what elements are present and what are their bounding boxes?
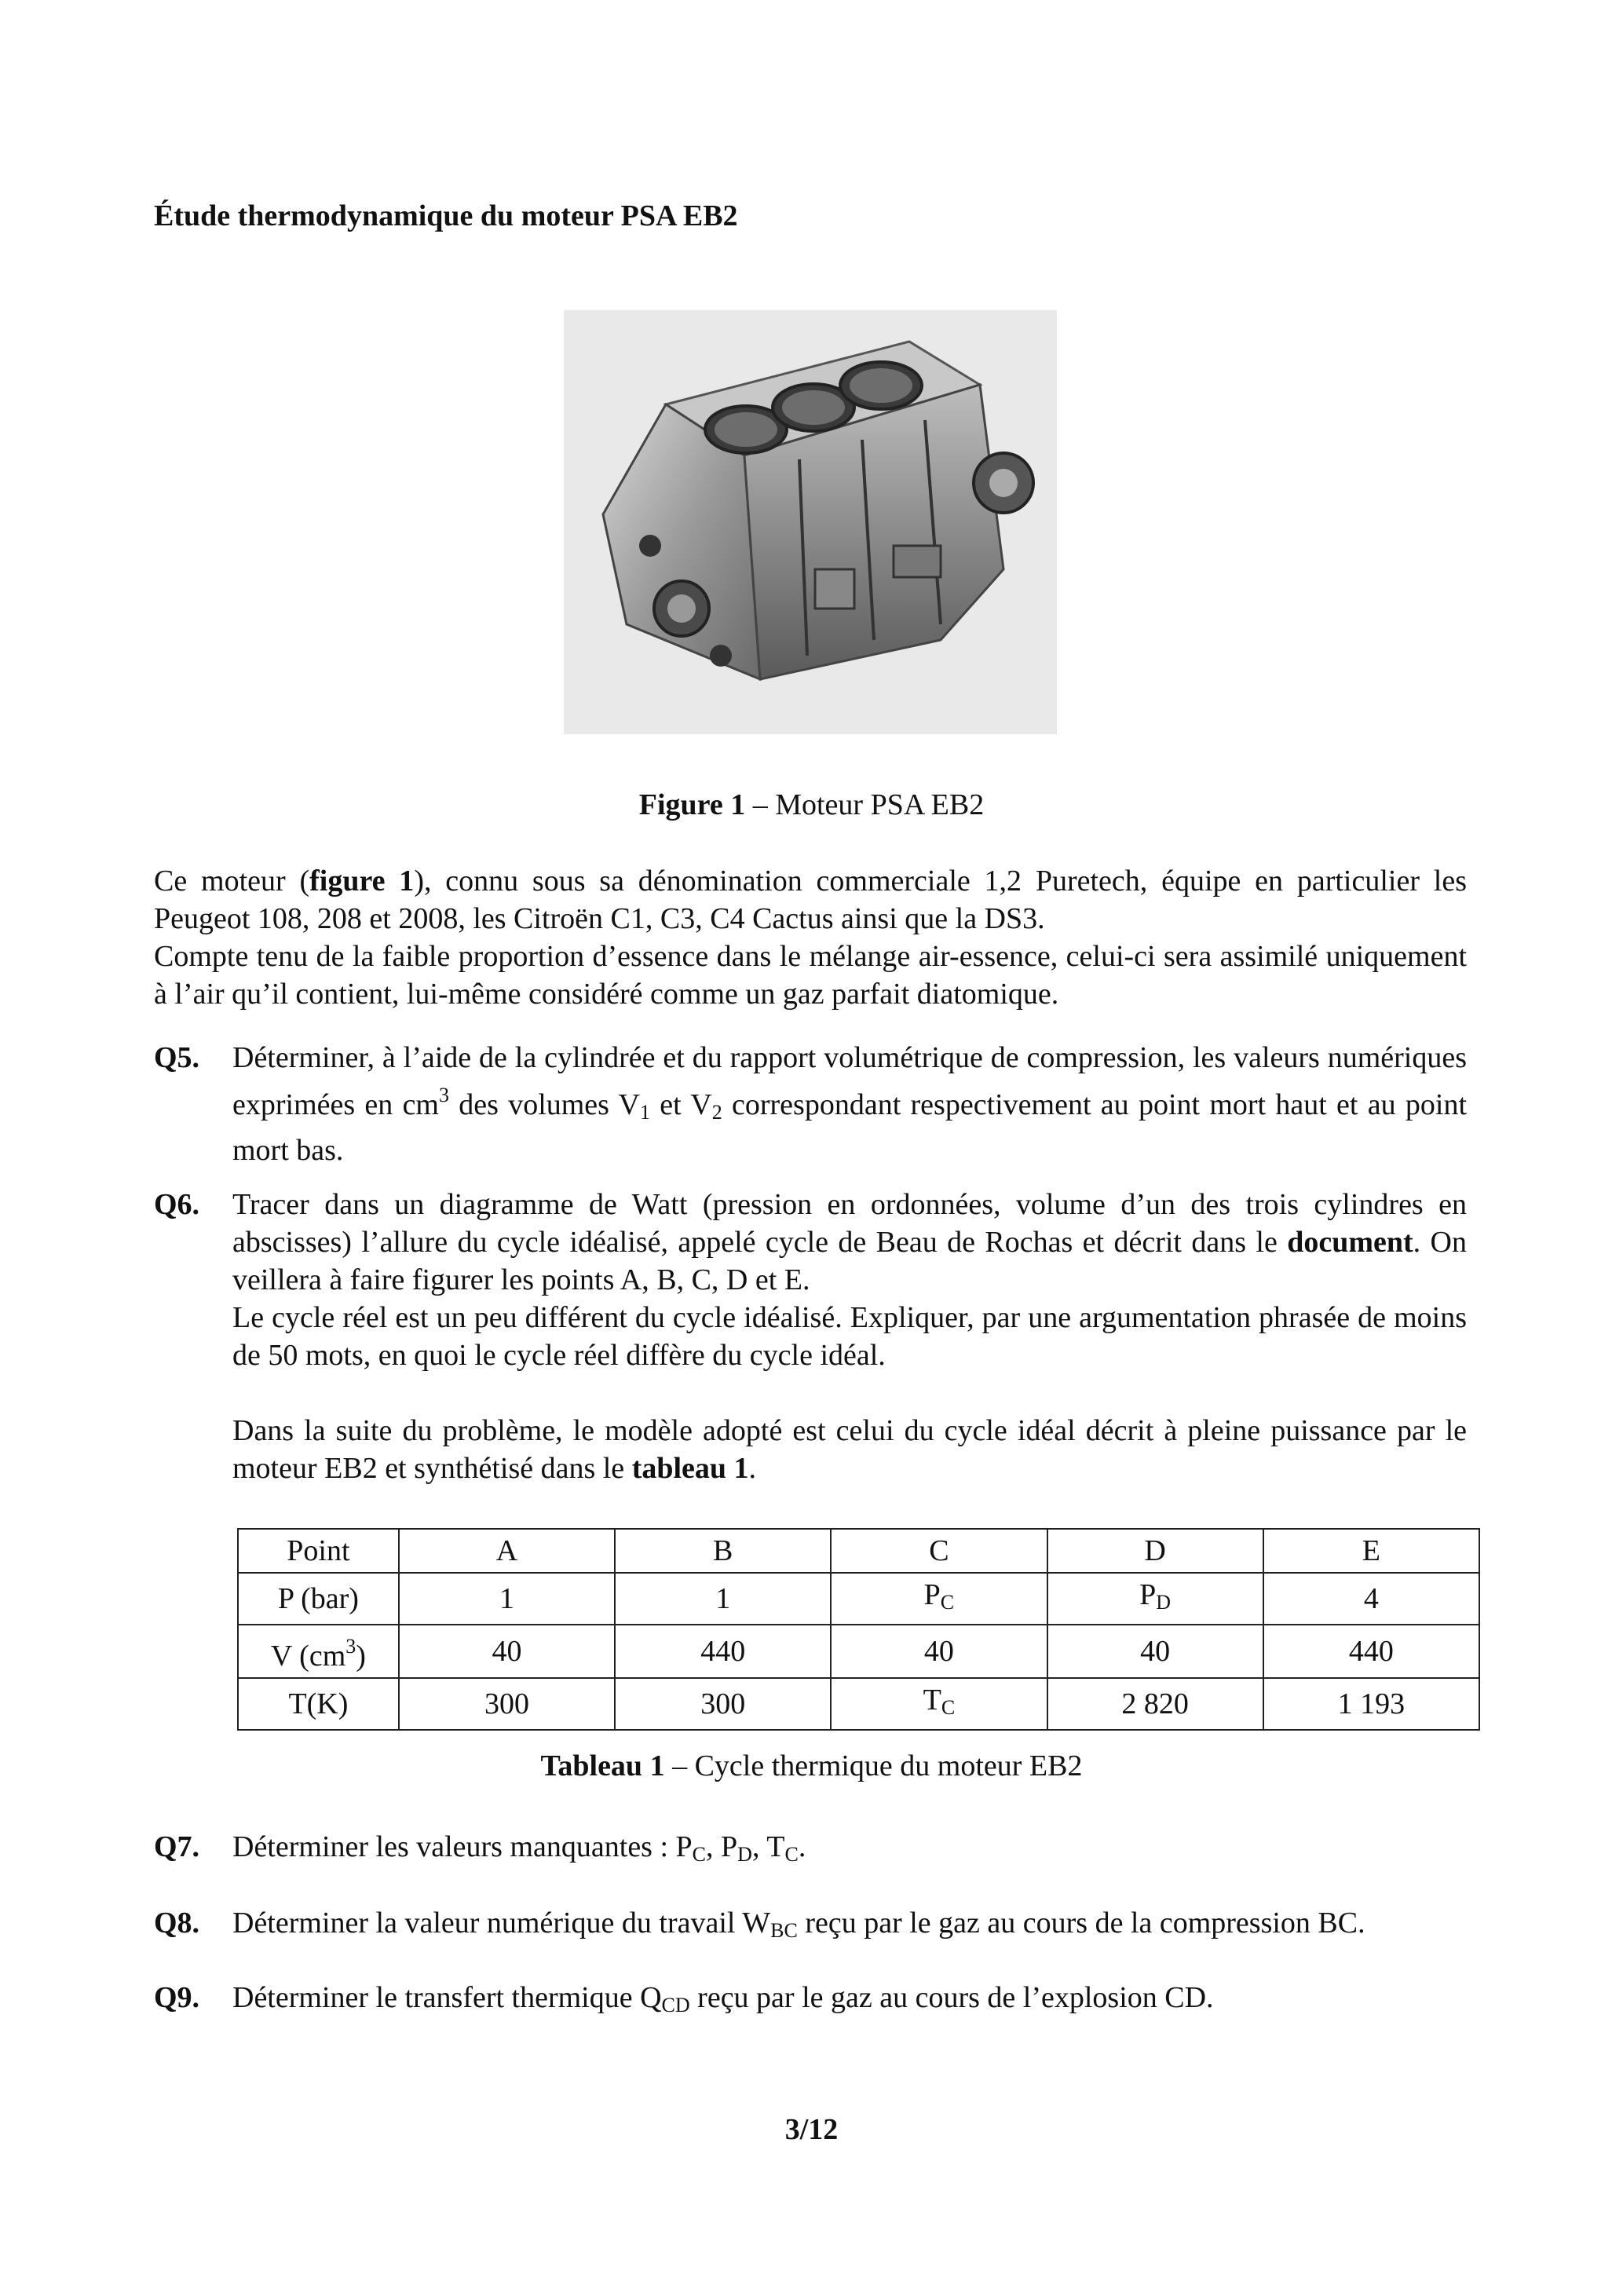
question-text: Déterminer, à l’aide de la cylindrée et du rapport volumétrique de compression, les valeurs numériques exprimées en $cm^3$ des volumes $V_1$ et $V_2$ correspondant respectivement au point mort haut et au point mort bas. <box>232 1041 1468 1167</box>
engine-block-image <box>564 310 1057 734</box>
engine-block-figure <box>564 310 1057 734</box>
question-number: Q5. <box>154 1041 200 1074</box>
question-number: Q6. <box>154 1188 200 1221</box>
table-row: T(K) 300 300 $T_C$ 2 820 1 193 <box>238 1678 1479 1730</box>
question-q7 <box>154 1828 1467 1874</box>
figure-caption-text: – Moteur PSA EB2 <box>745 788 985 821</box>
question-q5 <box>154 1039 1467 1169</box>
question-number: Q8. <box>154 1907 200 1940</box>
question-number: Q7. <box>154 1830 200 1863</box>
table-caption <box>0 1749 1623 1783</box>
page-number: 3/12 <box>784 2113 839 2146</box>
cycle-table <box>237 1528 1480 1731</box>
question-q8 <box>154 1904 1467 1950</box>
intro-figure-ref: figure 1 <box>309 865 415 898</box>
page-title: Étude thermodynamique du moteur PSA EB2 <box>154 199 738 232</box>
intro-text-b: ), connu sous sa dénomination commerciale 1,2 Puretech, équipe en particulier les Peugeot 108, 208 et 2008, les Citroën C1, C3, C4 Cactus ainsi que la DS3. <box>154 865 1467 935</box>
intro-hypothesis: Compte tenu de la faible proportion d’essence dans le mélange air-essence, celui-ci sera assimilé uniquement à l’air qu’il contient, lui-même considéré comme un gaz parfait diatomique. <box>154 940 1467 1011</box>
table-row: P (bar) 1 1 $P_C$ $P_D$ 4 <box>238 1573 1479 1625</box>
figure-caption <box>0 788 1623 822</box>
question-q9 <box>154 1979 1467 2024</box>
intro-paragraph <box>154 862 1467 1013</box>
question-text: Déterminer le transfert thermique $Q_{CD}$ reçu par le gaz au cours de l’explosion CD. <box>232 1981 1214 2016</box>
question-text: Déterminer la valeur numérique du travail $W_{BC}$ reçu par le gaz au cours de la compression BC. <box>232 1907 1365 1942</box>
question-q6 <box>154 1186 1467 1487</box>
figure-caption-label: Figure 1 <box>638 788 746 821</box>
question-number: Q9. <box>154 1981 200 2014</box>
question-text: Déterminer les valeurs manquantes : $P_C$, $P_D$, $T_C$. <box>232 1830 806 1866</box>
question-text: Tracer dans un diagramme de Watt (pression en ordonnées, volume d’un des trois cylindres en abscisses) l’allure du cycle idéalisé, appelé cycle de Beau de Rochas et décrit dans le document. On veillera à faire figurer les points A, B, C, D et E. Le cycle réel est un peu différent du cycle idéalisé. Expliquer, par une argumentation phrasée de moins de 50 mots, en quoi le cycle réel diffère du cycle idéal. Dans la suite du problème, le modèle adopté est celui du cycle idéal décrit à pleine puissance par le moteur EB2 et synthétisé dans le tableau 1. <box>232 1188 1467 1485</box>
table-row: Point A B C D E <box>238 1529 1479 1573</box>
intro-text-a: Ce moteur ( <box>154 865 310 898</box>
table-caption-label: Tableau 1 <box>540 1749 665 1782</box>
table-row: V $(cm^3)$ 40 440 40 40 440 <box>238 1625 1479 1678</box>
table-caption-text: – Cycle thermique du moteur EB2 <box>664 1749 1083 1782</box>
